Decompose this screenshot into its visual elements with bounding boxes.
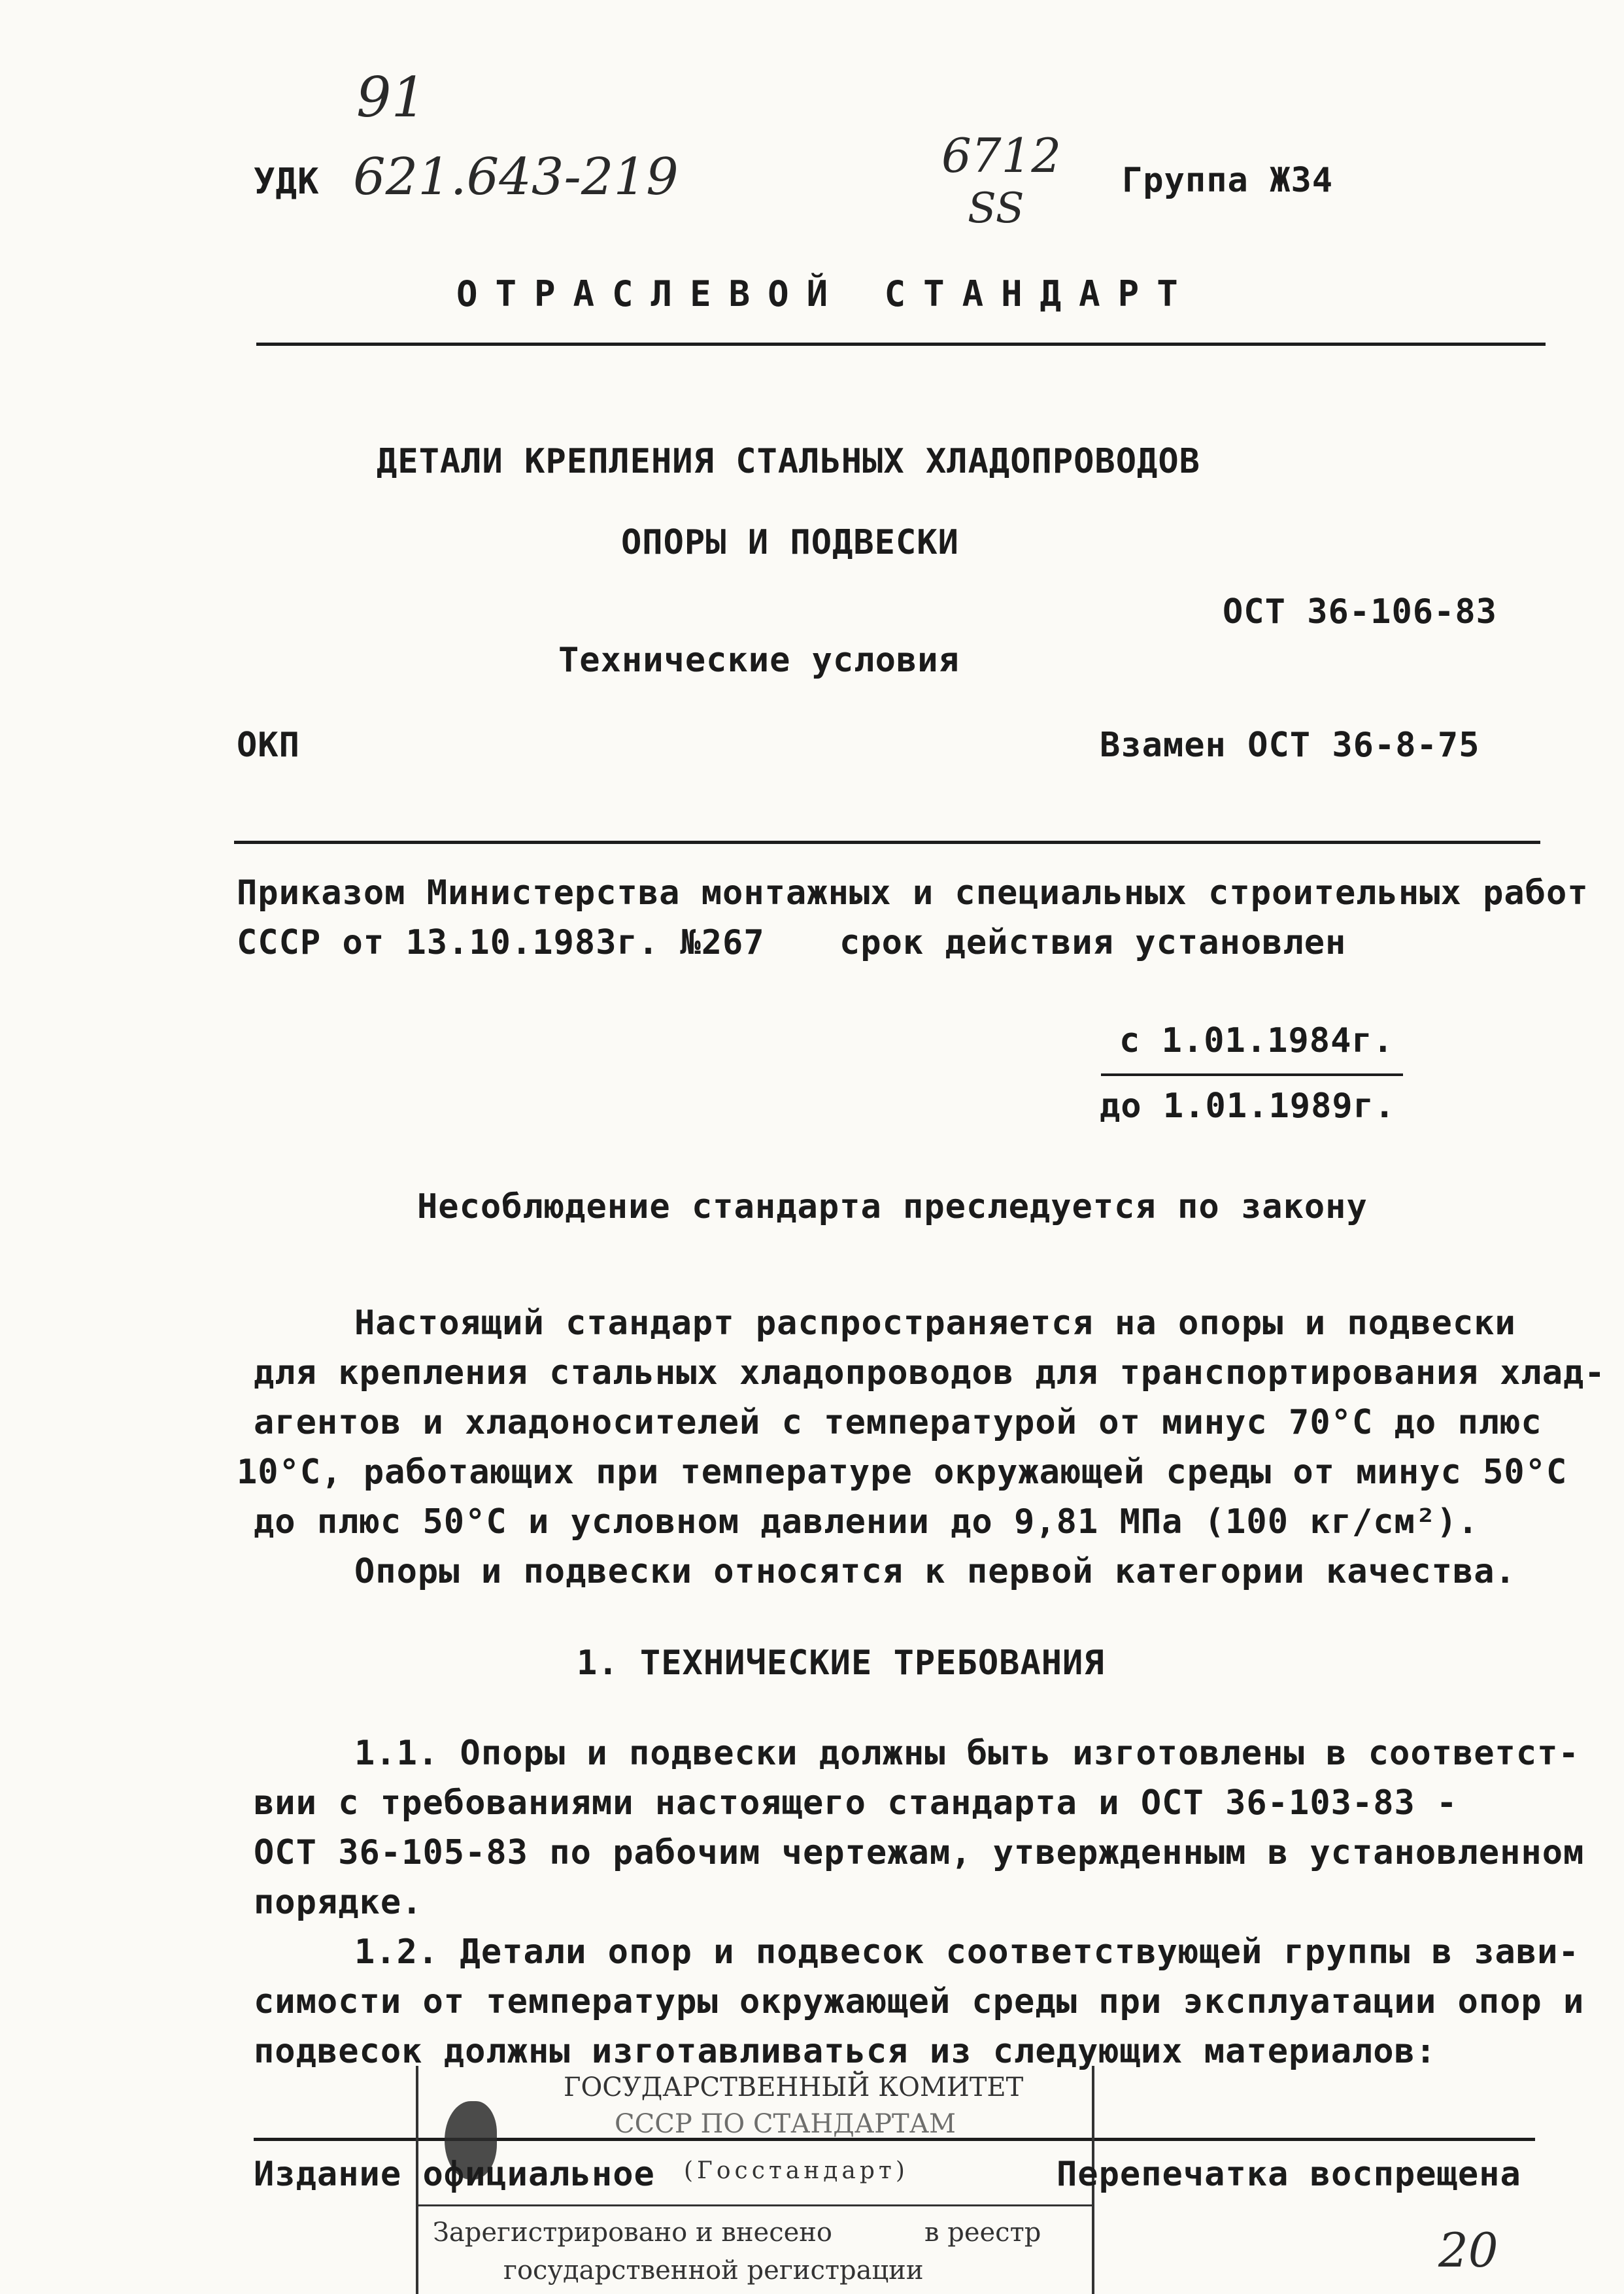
- intro-line: Опоры и подвески относятся к первой категории качества.: [354, 1552, 1516, 1591]
- section1-line: вии с требованиями настоящего стандарта и ОСТ 36-103-83 -: [254, 1783, 1458, 1823]
- section1-line: ОСТ 36-105-83 по рабочим чертежам, утвержденным в установленном: [254, 1833, 1585, 1872]
- standard-kind: ОТРАСЛЕВОЙ СТАНДАРТ: [456, 273, 1196, 314]
- valid-to: до 1.01.1989г.: [1100, 1087, 1396, 1126]
- stamp-line4: Зарегистрировано и внесено: [433, 2218, 833, 2248]
- intro-line: для крепления стальных хладопроводов для транспортирования хлад-: [254, 1353, 1606, 1392]
- title-line2: ОПОРЫ И ПОДВЕСКИ: [621, 523, 959, 562]
- section-title: 1. ТЕХНИЧЕСКИЕ ТРЕБОВАНИЯ: [577, 1644, 1105, 1683]
- section1-line: порядке.: [254, 1883, 423, 1922]
- section1-line: симости от температуры окружающей среды при эксплуатации опор и: [254, 1982, 1585, 2021]
- intro-line: 10°С, работающих при температуре окружающей среды от минус 50°С: [237, 1453, 1568, 1492]
- stamp-line5: государственной регистрации: [503, 2255, 924, 2286]
- udk-label: УДК: [254, 161, 320, 202]
- handwritten-code-lower: SS: [968, 184, 1024, 233]
- intro-line: Настоящий стандарт распространяется на опоры и подвески: [354, 1304, 1516, 1343]
- title-line1: ДЕТАЛИ КРЕПЛЕНИЯ СТАЛЬНЫХ ХЛАДОПРОВОДОВ: [377, 442, 1200, 481]
- date-divider: [1101, 1073, 1403, 1076]
- okp-label: ОКП: [237, 726, 300, 765]
- edition-label: Издание официальное: [254, 2155, 655, 2194]
- reprint-notice: Перепечатка воспрещена: [1057, 2155, 1521, 2194]
- stamp-line1: ГОСУДАРСТВЕННЫЙ КОМИТЕТ: [564, 2072, 1024, 2102]
- section1-line: 1.2. Детали опор и подвесок соответствующей группы в зави-: [354, 1932, 1580, 1972]
- title-line3: Технические условия: [558, 641, 960, 680]
- handwritten-number: 91: [356, 65, 426, 129]
- intro-line: агентов и хладоносителей с температурой от минус 70°С до плюс: [254, 1403, 1542, 1442]
- divider-top: [256, 343, 1546, 346]
- order-line1: Приказом Министерства монтажных и специальных строительных работ: [237, 873, 1589, 913]
- group-label: Группа Ж34: [1122, 161, 1334, 200]
- intro-line: до плюс 50°С и условном давлении до 9,81 МПа (100 кг/см²).: [254, 1502, 1479, 1542]
- stamp-line2: СССР ПО СТАНДАРТАМ: [615, 2109, 956, 2139]
- page-number: 20: [1438, 2223, 1498, 2278]
- handwritten-code: 6712: [941, 128, 1062, 183]
- replaces-standard: Взамен ОСТ 36-8-75: [1100, 726, 1480, 765]
- udk-value: 621.643-219: [353, 148, 679, 207]
- section1-line: 1.1. Опоры и подвески должны быть изготовлены в соответст-: [354, 1734, 1580, 1773]
- divider-mid: [234, 841, 1540, 844]
- stamp-line3: (Госстандарт): [684, 2157, 909, 2184]
- section1-line: подвесок должны изготавливаться из следующих материалов:: [254, 2032, 1437, 2071]
- law-notice: Несоблюдение стандарта преследуется по закону: [417, 1187, 1368, 1226]
- stamp-line4b: в реестр: [924, 2218, 1041, 2248]
- order-line2: СССР от 13.10.1983г. №267: [237, 923, 765, 962]
- standard-code: ОСТ 36-106-83: [1223, 592, 1497, 632]
- order-term: срок действия установлен: [839, 923, 1347, 962]
- valid-from: с 1.01.1984г.: [1119, 1021, 1394, 1060]
